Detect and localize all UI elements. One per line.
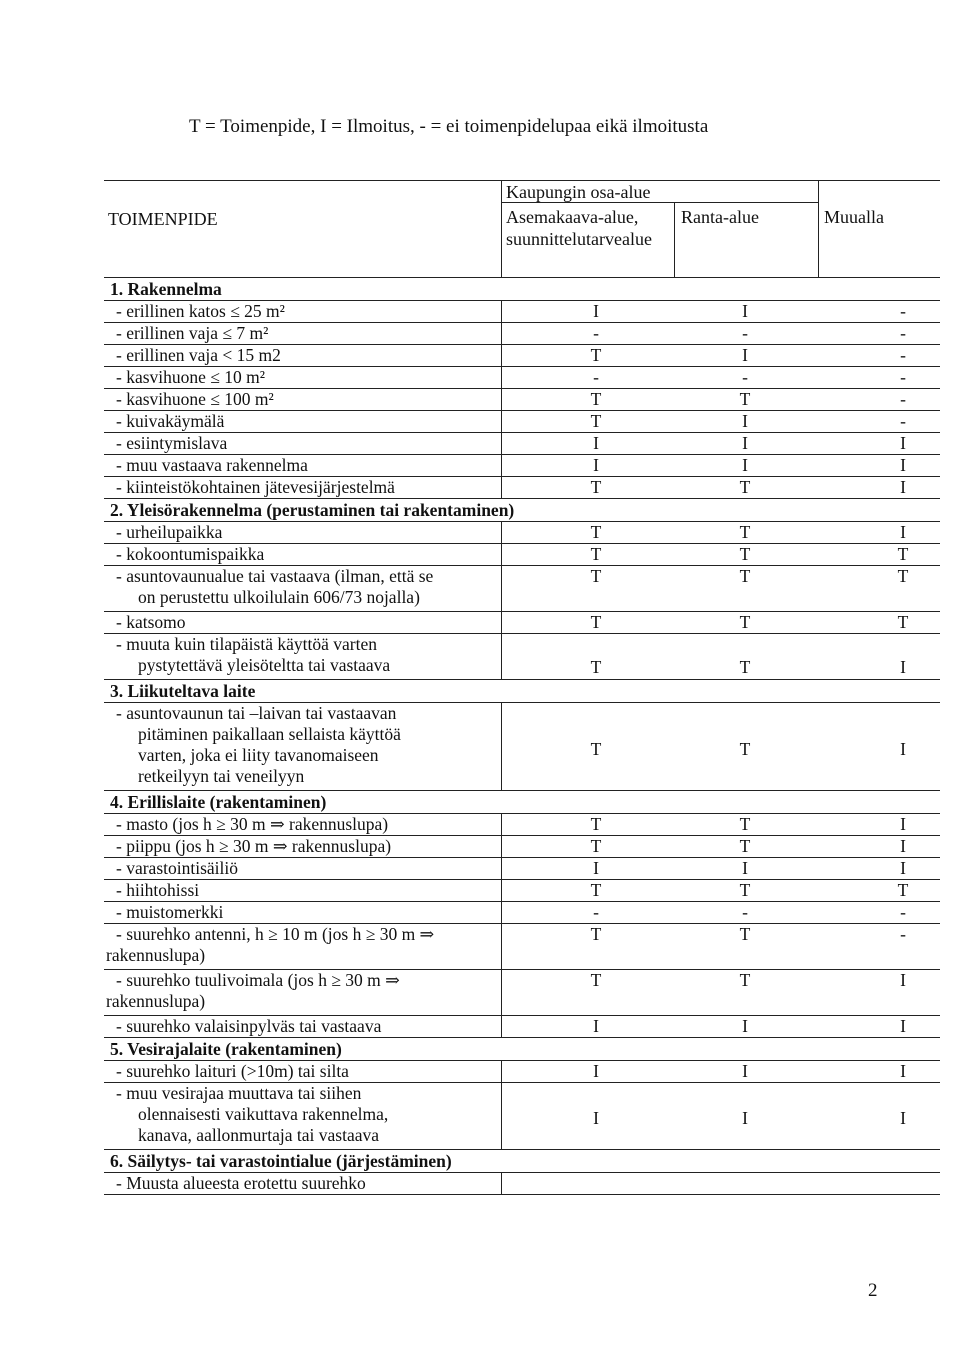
cell-c3: - bbox=[900, 323, 906, 343]
cell-c2: T bbox=[739, 544, 751, 564]
cell-c3: - bbox=[900, 367, 906, 387]
row-label-line: - muu vesirajaa muuttava tai siihen bbox=[116, 1083, 362, 1103]
table-row bbox=[104, 455, 940, 477]
cell-c2 bbox=[733, 1173, 757, 1194]
cell-c1: I bbox=[593, 858, 599, 878]
row-label-line: - kasvihuone ≤ 100 m² bbox=[116, 389, 274, 409]
cell-c1: T bbox=[590, 739, 602, 759]
cell-c2: T bbox=[739, 389, 751, 409]
cell-c3: I bbox=[900, 1108, 906, 1128]
row-label-line: - asuntovaunun tai –laivan tai vastaavan bbox=[116, 703, 397, 723]
header-toimenpide: TOIMENPIDE bbox=[108, 209, 218, 229]
cell-c2: T bbox=[739, 477, 751, 497]
table-row bbox=[104, 924, 940, 970]
row-label-line: - muu vastaava rakennelma bbox=[116, 455, 308, 475]
cell-c1: I bbox=[593, 433, 599, 453]
row-label-line: - suurehko laituri (>10m) tai silta bbox=[116, 1061, 349, 1081]
cell-c3: T bbox=[897, 544, 909, 564]
cell-c1: T bbox=[590, 411, 602, 431]
table-row bbox=[104, 1061, 940, 1083]
cell-c1: T bbox=[590, 880, 602, 900]
cell-c1: - bbox=[593, 367, 599, 387]
cell-c3: I bbox=[900, 858, 906, 878]
cell-c3: - bbox=[900, 411, 906, 431]
row-label-line: - erillinen katos ≤ 25 m² bbox=[116, 301, 285, 321]
cell-c3: - bbox=[900, 902, 906, 922]
table-header bbox=[104, 180, 940, 278]
cell-c1: - bbox=[593, 323, 599, 343]
cell-c2: - bbox=[742, 323, 748, 343]
table-row bbox=[104, 544, 940, 566]
header-asemakaava-line2: suunnittelutarvealue bbox=[506, 229, 652, 249]
row-label-line: pitäminen paikallaan sellaista käyttöä bbox=[138, 724, 401, 744]
header-group: Kaupungin osa-alue bbox=[506, 182, 651, 202]
section-label: 1. Rakennelma bbox=[110, 279, 222, 299]
row-label-line: - kasvihuone ≤ 10 m² bbox=[116, 367, 265, 387]
cell-c1: T bbox=[590, 814, 602, 834]
header-ranta-alue: Ranta-alue bbox=[681, 207, 759, 227]
row-label-line: - erillinen vaja ≤ 7 m² bbox=[116, 323, 269, 343]
page-number: 2 bbox=[868, 1280, 878, 1301]
cell-c3: - bbox=[900, 301, 906, 321]
cell-c2: T bbox=[739, 836, 751, 856]
row-label-line: olennaisesti vaikuttava rakennelma, bbox=[138, 1104, 389, 1124]
cell-c2: T bbox=[739, 814, 751, 834]
cell-c1: T bbox=[590, 389, 602, 409]
cell-c1: T bbox=[590, 566, 602, 586]
cell-c2: T bbox=[739, 657, 751, 677]
row-label-line: kanava, aallonmurtaja tai vastaava bbox=[138, 1125, 379, 1145]
cell-c3: I bbox=[900, 1061, 906, 1081]
cell-c2: I bbox=[742, 1061, 748, 1081]
row-label-line: on perustettu ulkoilulain 606/73 nojalla) bbox=[138, 587, 420, 607]
table-body bbox=[104, 278, 940, 1195]
legend-text: T = Toimenpide, I = Ilmoitus, - = ei toimenpidelupaa eikä ilmoitusta bbox=[189, 116, 709, 137]
row-label-line: - suurehko antenni, h ≥ 10 m (jos h ≥ 30 m ⇒ bbox=[116, 924, 435, 944]
section-label: 3. Liikuteltava laite bbox=[110, 681, 256, 701]
table-row bbox=[104, 477, 940, 499]
cell-c2: I bbox=[742, 455, 748, 475]
table-row bbox=[104, 301, 940, 323]
table-row bbox=[104, 836, 940, 858]
section-row bbox=[104, 680, 940, 703]
cell-c2: T bbox=[739, 566, 751, 586]
section-row bbox=[104, 278, 940, 301]
cell-c3: I bbox=[900, 1016, 906, 1036]
cell-c1: T bbox=[590, 836, 602, 856]
row-label-line: - varastointisäiliö bbox=[116, 858, 238, 878]
table-row bbox=[104, 902, 940, 924]
cell-c3: I bbox=[900, 970, 906, 990]
cell-c3: I bbox=[900, 739, 906, 759]
cell-c1: T bbox=[590, 477, 602, 497]
table-row bbox=[104, 1083, 940, 1150]
section-row bbox=[104, 1150, 940, 1173]
table-row bbox=[104, 634, 940, 680]
cell-c2: I bbox=[742, 1108, 748, 1128]
cell-c2: T bbox=[739, 612, 751, 632]
cell-c2: I bbox=[742, 345, 748, 365]
cell-c1: T bbox=[590, 612, 602, 632]
cell-c3: I bbox=[900, 836, 906, 856]
table-row bbox=[104, 703, 940, 791]
cell-c3: - bbox=[900, 389, 906, 409]
section-row bbox=[104, 1038, 940, 1061]
row-label-line: rakennuslupa) bbox=[106, 991, 206, 1011]
row-label-line: - muuta kuin tilapäistä käyttöä varten bbox=[116, 634, 377, 654]
row-label-line: - Muusta alueesta erotettu suurehko bbox=[116, 1173, 366, 1193]
cell-c1: I bbox=[593, 301, 599, 321]
row-label-line: rakennuslupa) bbox=[106, 945, 206, 965]
table-row bbox=[104, 880, 940, 902]
section-label: 2. Yleisörakennelma (perustaminen tai rakentaminen) bbox=[110, 500, 515, 520]
table-row bbox=[104, 433, 940, 455]
row-label-line: - piippu (jos h ≥ 30 m ⇒ rakennuslupa) bbox=[116, 836, 392, 856]
table-row bbox=[104, 1016, 940, 1038]
table-row bbox=[104, 566, 940, 612]
cell-c3: T bbox=[897, 566, 909, 586]
row-label-line: - masto (jos h ≥ 30 m ⇒ rakennuslupa) bbox=[116, 814, 389, 834]
row-label-line: - suurehko valaisinpylväs tai vastaava bbox=[116, 1016, 382, 1036]
cell-c1: T bbox=[590, 544, 602, 564]
section-label: 6. Säilytys- tai varastointialue (järjestäminen) bbox=[110, 1151, 452, 1171]
table-row bbox=[104, 345, 940, 367]
row-label-line: - kokoontumispaikka bbox=[116, 544, 265, 564]
row-label-line: - kiinteistökohtainen jätevesijärjestelmä bbox=[116, 477, 395, 497]
row-label-line: - erillinen vaja < 15 m2 bbox=[116, 345, 281, 365]
cell-c1: T bbox=[590, 657, 602, 677]
cell-c3: T bbox=[897, 612, 909, 632]
row-label-line: varten, joka ei liity tavanomaiseen bbox=[138, 745, 379, 765]
section-label: 4. Erillislaite (rakentaminen) bbox=[110, 792, 327, 812]
row-label-line: - asuntovaunualue tai vastaava (ilman, että se bbox=[116, 566, 434, 586]
cell-c1: T bbox=[590, 970, 602, 990]
cell-c2: I bbox=[742, 433, 748, 453]
cell-c3: - bbox=[900, 924, 906, 944]
cell-c3: I bbox=[900, 657, 906, 677]
cell-c1: T bbox=[590, 924, 602, 944]
cell-c1: T bbox=[590, 345, 602, 365]
table-row bbox=[104, 970, 940, 1016]
cell-c1: I bbox=[593, 1108, 599, 1128]
table-row bbox=[104, 612, 940, 634]
table-row bbox=[104, 411, 940, 433]
cell-c1: I bbox=[593, 455, 599, 475]
cell-c1: - bbox=[593, 902, 599, 922]
cell-c2: T bbox=[739, 739, 751, 759]
section-label: 5. Vesirajalaite (rakentaminen) bbox=[110, 1039, 342, 1059]
cell-c3: T bbox=[897, 880, 909, 900]
header-muualla: Muualla bbox=[824, 207, 884, 227]
cell-c3: I bbox=[900, 455, 906, 475]
cell-c2: I bbox=[742, 301, 748, 321]
table-row bbox=[104, 389, 940, 411]
cell-c2: I bbox=[742, 1016, 748, 1036]
cell-c1: I bbox=[593, 1061, 599, 1081]
table-row bbox=[104, 858, 940, 880]
row-label-line: - suurehko tuulivoimala (jos h ≥ 30 m ⇒ bbox=[116, 970, 400, 990]
cell-c3: I bbox=[900, 522, 906, 542]
cell-c3: I bbox=[900, 433, 906, 453]
row-label-line: - muistomerkki bbox=[116, 902, 224, 922]
cell-c2: - bbox=[742, 367, 748, 387]
cell-c2: T bbox=[739, 970, 751, 990]
table-row bbox=[104, 522, 940, 544]
section-row bbox=[104, 499, 940, 522]
table-row bbox=[104, 1173, 940, 1195]
section-row bbox=[104, 791, 940, 814]
cell-c3: I bbox=[900, 477, 906, 497]
cell-c1 bbox=[584, 1173, 608, 1194]
table-row bbox=[104, 323, 940, 345]
cell-c1: I bbox=[593, 1016, 599, 1036]
cell-c2: I bbox=[742, 858, 748, 878]
row-label-line: - katsomo bbox=[116, 612, 186, 632]
row-label-line: pystytettävä yleisöteltta tai vastaava bbox=[138, 655, 391, 675]
procedure-table bbox=[104, 180, 940, 1195]
cell-c3: - bbox=[900, 345, 906, 365]
cell-c2: T bbox=[739, 880, 751, 900]
row-label-line: - esiintymislava bbox=[116, 433, 228, 453]
cell-c3: I bbox=[900, 814, 906, 834]
cell-c1: T bbox=[590, 522, 602, 542]
cell-c2: - bbox=[742, 902, 748, 922]
row-label-line: - urheilupaikka bbox=[116, 522, 223, 542]
cell-c2: T bbox=[739, 522, 751, 542]
cell-c2: I bbox=[742, 411, 748, 431]
row-label-line: - hiihtohissi bbox=[116, 880, 200, 900]
table-row bbox=[104, 367, 940, 389]
row-label-line: retkeilyyn tai veneilyyn bbox=[138, 766, 305, 786]
row-label-line: - kuivakäymälä bbox=[116, 411, 225, 431]
table-row bbox=[104, 814, 940, 836]
header-asemakaava: Asemakaava-alue, bbox=[506, 207, 639, 227]
cell-c3 bbox=[891, 1173, 915, 1194]
cell-c2: T bbox=[739, 924, 751, 944]
